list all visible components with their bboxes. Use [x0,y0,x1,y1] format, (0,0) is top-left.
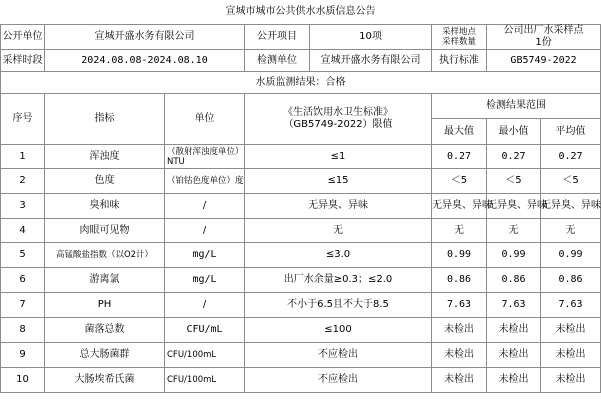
row-indicator: 色度 [45,169,165,194]
row-index: 5 [1,243,45,268]
row-limit: 不应检出 [245,368,432,393]
row-max: 无 [432,219,487,243]
publisher-label: 公开单位 [1,25,45,50]
table-row [1,194,601,219]
row-avg: 未检出 [541,343,601,368]
row-avg: 无 [541,219,601,243]
row-index: 2 [1,169,45,194]
header-avg: 平均值 [541,119,601,145]
row-unit: CFU/100mL [165,343,245,368]
row-min: ＜5 [487,169,541,194]
row-limit: 不小于6.5且不大于8.5 [245,293,432,318]
row-unit: CFU/mL [165,318,245,343]
row-avg: ＜5 [541,169,601,194]
row-indicator: 游离氯 [45,268,165,293]
row-max: 0.99 [432,243,487,268]
row-min: 0.99 [487,243,541,268]
row-limit: 不应检出 [245,343,432,368]
sampling-period-value: 2024.08.08-2024.08.10 [45,50,245,72]
row-max: 无异臭、异味 [432,194,487,219]
row-index: 8 [1,318,45,343]
row-unit: CFU/100mL [165,368,245,393]
data-rows [1,145,601,393]
row-unit: mg/L [165,243,245,268]
standard-label: 执行标准 [432,50,487,72]
project-label: 公开项目 [245,25,310,50]
result-line: 水质监测结果：合格 [1,72,601,94]
table-row [1,293,601,318]
sampling-period-label: 采样时段 [1,50,45,72]
row-avg: 7.63 [541,293,601,318]
header-indicator: 指标 [45,94,165,145]
page-title: 宣城市城市公共供水水质信息公告 [225,6,376,17]
row-min: 未检出 [487,343,541,368]
row-index: 9 [1,343,45,368]
row-indicator: 大肠埃希氏菌 [45,368,165,393]
row-max: ＜5 [432,169,487,194]
row-index: 3 [1,194,45,219]
row-index: 10 [1,368,45,393]
row-min: 0.27 [487,145,541,169]
row-avg: 无异臭、异味 [541,194,601,219]
row-indicator: 菌落总数 [45,318,165,343]
table-row [1,243,601,268]
publisher-value: 宣城开盛水务有限公司 [45,25,245,50]
row-max: 0.27 [432,145,487,169]
row-limit: 出厂水余量≥0.3；≤2.0 [245,268,432,293]
row-unit: （散射浑浊度单位）NTU [165,145,245,169]
row-unit: / [165,194,245,219]
row-indicator: 总大肠菌群 [45,343,165,368]
row-index: 7 [1,293,45,318]
row-max: 0.86 [432,268,487,293]
row-indicator: 臭和味 [45,194,165,219]
header-index: 序号 [1,94,45,145]
standard-value: GB5749-2022 [487,50,601,72]
row-indicator: 肉眼可见物 [45,219,165,243]
row-min: 无 [487,219,541,243]
row-indicator: PH [45,293,165,318]
row-unit: / [165,219,245,243]
row-max: 未检出 [432,343,487,368]
row-index: 1 [1,145,45,169]
row-limit: ≤100 [245,318,432,343]
row-limit: 无异臭、异味 [245,194,432,219]
project-value: 10项 [310,25,432,50]
testing-unit-value: 宣城开盛水务有限公司 [310,50,432,72]
table-row [1,169,601,194]
row-indicator: 浑浊度 [45,145,165,169]
row-max: 未检出 [432,368,487,393]
header-unit: 单位 [165,94,245,145]
row-min: 7.63 [487,293,541,318]
row-avg: 0.27 [541,145,601,169]
table-row [1,268,601,293]
row-max: 7.63 [432,293,487,318]
sampling-location-value: 公司出厂水采样点 1份 [487,25,601,50]
table-row [1,343,601,368]
sampling-location-label: 采样地点 采样数量 [432,25,487,50]
header-max: 最大值 [432,119,487,145]
row-avg: 0.99 [541,243,601,268]
row-limit: 无 [245,219,432,243]
row-index: 6 [1,268,45,293]
row-min: 无异臭、异味 [487,194,541,219]
row-unit: （铂钴色度单位）度 [165,169,245,194]
table-row [1,368,601,393]
row-min: 未检出 [487,318,541,343]
row-avg: 0.86 [541,268,601,293]
row-min: 未检出 [487,368,541,393]
row-avg: 未检出 [541,318,601,343]
row-unit: / [165,293,245,318]
row-limit: ≤1 [245,145,432,169]
row-index: 4 [1,219,45,243]
row-limit: ≤3.0 [245,243,432,268]
header-range: 检测结果范围 [432,94,601,119]
header-min: 最小值 [487,119,541,145]
row-limit: ≤15 [245,169,432,194]
row-avg: 未检出 [541,368,601,393]
row-min: 0.86 [487,268,541,293]
table-row [1,145,601,169]
row-unit: mg/L [165,268,245,293]
row-max: 未检出 [432,318,487,343]
row-indicator: 高锰酸盐指数（以O2计） [45,243,165,268]
table-row [1,219,601,243]
table-row [1,318,601,343]
header-standard: 《生活饮用水卫生标准》 （GB5749-2022）限值 [245,94,432,145]
testing-unit-label: 检测单位 [245,50,310,72]
